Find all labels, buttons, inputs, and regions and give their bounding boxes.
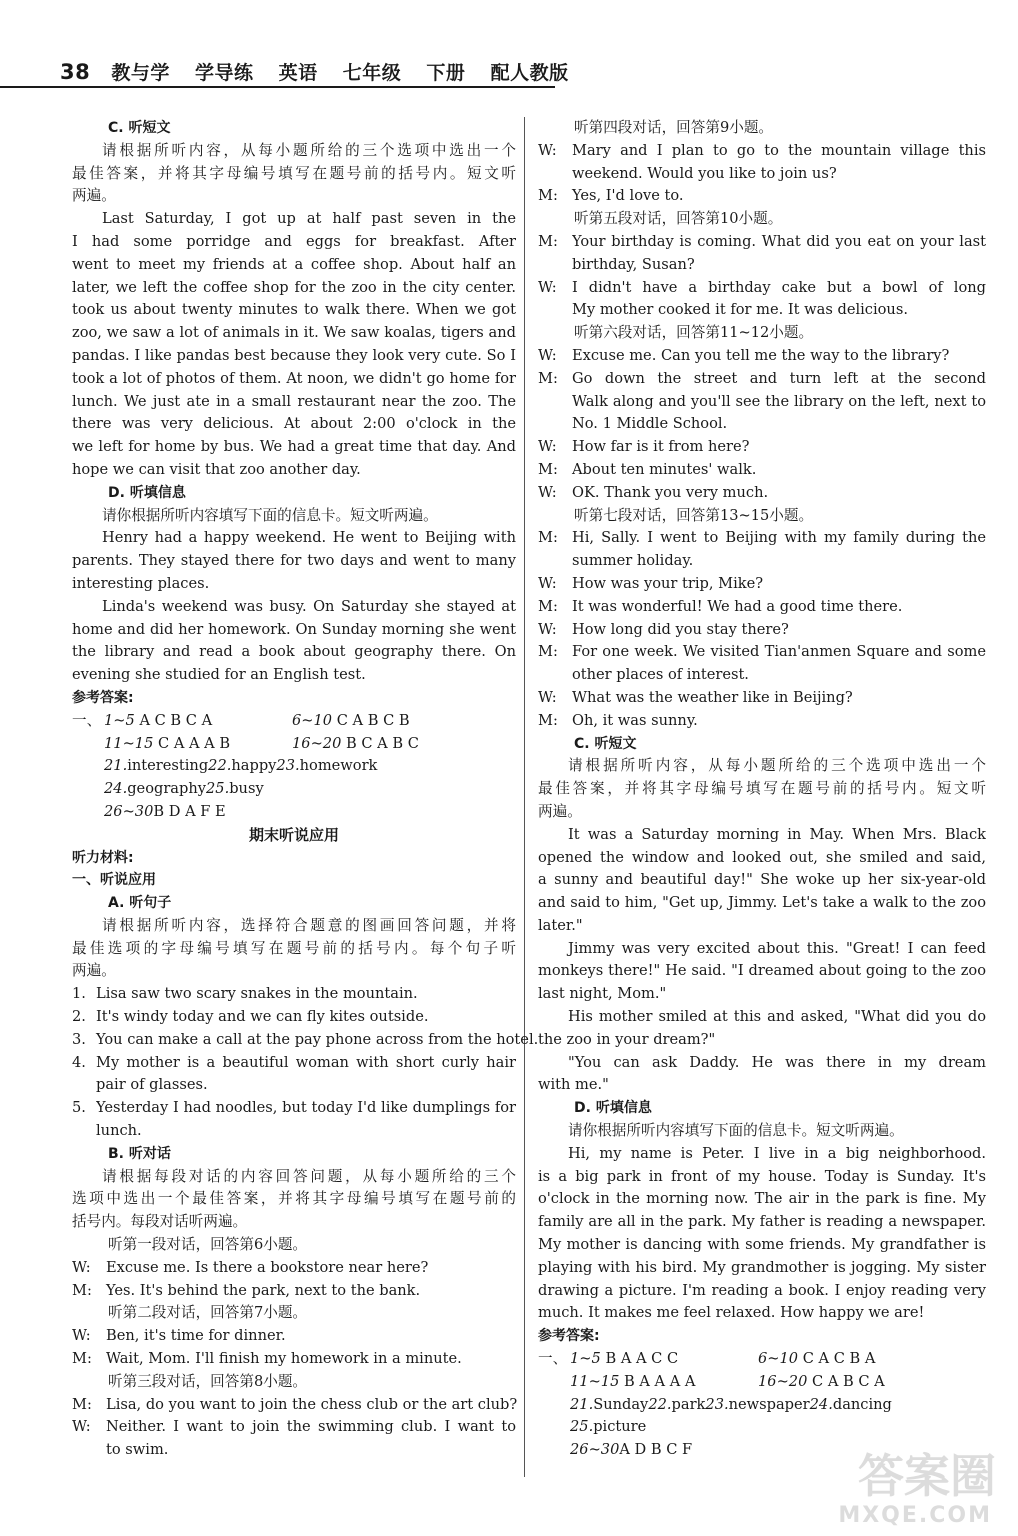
dialog-heading: 听第五段对话，回答第10小题。 bbox=[574, 210, 783, 228]
speaker-label: M: bbox=[72, 1350, 92, 1368]
paragraph-line: 请根据所听内容，选择符合题意的图画回答问题，并将 bbox=[102, 916, 516, 934]
question-number: 23. bbox=[276, 757, 300, 775]
dialog-text bbox=[572, 596, 986, 619]
speaker-label: M: bbox=[72, 1281, 92, 1299]
section-title: 听力材料: bbox=[72, 849, 134, 866]
dialog-line: Wait, Mom. I'll finish my homework in a minute. bbox=[106, 1350, 462, 1368]
instruction-line: 请你根据所听内容填写下面的信息卡。短文听两遍。 bbox=[568, 1122, 904, 1140]
dialog-line: How long did you stay there? bbox=[572, 620, 789, 638]
sentence-item bbox=[72, 1097, 516, 1143]
dialog-line: summer holiday. bbox=[572, 552, 694, 570]
answer-word: dancing bbox=[832, 1395, 892, 1413]
answer-row bbox=[538, 1371, 986, 1394]
page-number: 38 bbox=[60, 60, 91, 84]
question-number: 24. bbox=[104, 780, 128, 798]
answer-word: park bbox=[671, 1395, 706, 1413]
dialog-turn bbox=[538, 687, 986, 710]
header-item: 教与学 bbox=[111, 62, 170, 84]
dialog-text bbox=[572, 345, 986, 368]
section-title: D. 听填信息 bbox=[574, 1100, 652, 1117]
paragraph-line: 请根据每段对话的内容回答问题，从每小题所给的三个 bbox=[102, 1167, 516, 1185]
answer-cell bbox=[758, 1348, 875, 1371]
dialog-line: Oh, it was sunny. bbox=[572, 711, 698, 729]
answer-letters: B A A A A bbox=[624, 1372, 696, 1390]
dialog-turn bbox=[538, 368, 986, 436]
dialog-text bbox=[106, 1257, 516, 1280]
dialog-line: Lisa, do you want to join the chess club or the art club? bbox=[106, 1395, 518, 1413]
paragraph-line: zoo, we saw a lot of animals in it. We saw koalas, tigers and bbox=[72, 324, 516, 342]
question-range: 6~10 bbox=[292, 711, 333, 729]
header-item: 配人教版 bbox=[490, 62, 569, 84]
answer-prefix: 一、 bbox=[72, 711, 102, 729]
answer-letters: A C B C A bbox=[139, 711, 213, 729]
dialog-heading: 听第六段对话，回答第11~12小题。 bbox=[574, 324, 814, 342]
sentence-text bbox=[96, 1052, 516, 1098]
paragraph-line: o'clock in the morning now. The air in the park is fine. My bbox=[538, 1190, 986, 1208]
question-number: 23. bbox=[705, 1395, 729, 1413]
paragraph-line: 请根据所听内容，从每小题所给的三个选项中选出一个 bbox=[102, 141, 516, 159]
dialog-line: Go down the street and turn left at the second bbox=[572, 369, 986, 387]
answer-word: newspaper bbox=[728, 1395, 810, 1413]
left-column bbox=[72, 117, 539, 1462]
question-number: 24. bbox=[809, 1395, 833, 1413]
speaker-label: W: bbox=[538, 278, 557, 296]
answer-cell bbox=[538, 1371, 758, 1394]
dialog-turn bbox=[538, 482, 986, 505]
paragraph-line: 两遍。 bbox=[72, 187, 116, 205]
dialog-line: No. 1 Middle School. bbox=[572, 415, 728, 433]
paragraph-line: Linda's weekend was busy. On Saturday she stayed at bbox=[102, 597, 516, 615]
answer-letters: C A B C B bbox=[336, 711, 410, 729]
answer-cell bbox=[292, 733, 419, 756]
dialog-line: to swim. bbox=[106, 1441, 169, 1459]
answer-word: interesting bbox=[127, 757, 209, 775]
dialog-text bbox=[572, 619, 986, 642]
section-title: 一、听说应用 bbox=[72, 872, 156, 889]
sentence-text bbox=[96, 1097, 516, 1143]
section-title: D. 听填信息 bbox=[108, 484, 186, 501]
question-range: 1~5 bbox=[104, 711, 135, 729]
question-range: 26~30 bbox=[570, 1441, 620, 1459]
dialog-text bbox=[106, 1394, 517, 1417]
sentence-number: 1. bbox=[72, 985, 86, 1003]
dialog-line: Yes. It's behind the park, next to the bank. bbox=[106, 1281, 421, 1299]
speaker-label: W: bbox=[72, 1327, 91, 1345]
answer-row bbox=[72, 801, 516, 824]
answer-letters: B A A C C bbox=[605, 1350, 679, 1368]
question-range: 16~20 bbox=[758, 1372, 808, 1390]
answer-word: Sunday bbox=[593, 1395, 649, 1413]
sentence-line: Yesterday I had noodles, but today I'd like dumplings for bbox=[96, 1099, 516, 1117]
sentence-item bbox=[72, 1029, 539, 1052]
dialog-text bbox=[572, 641, 986, 687]
dialog-line: Hi, Sally. I went to Beijing with my family during the bbox=[572, 529, 986, 547]
sentence-item bbox=[72, 983, 516, 1006]
answer-letters: C A B C A bbox=[812, 1372, 885, 1390]
dialog-line: Mary and I plan to go to the mountain village this bbox=[572, 141, 986, 159]
paragraph-line: opened the window and looked out, she smiled and said, bbox=[538, 848, 986, 866]
paragraph-line: Henry had a happy weekend. He went to Beijing with bbox=[102, 529, 516, 547]
dialog-line: Ben, it's time for dinner. bbox=[106, 1327, 286, 1345]
paragraph-line: "You can ask Daddy. He was there in my dream bbox=[568, 1053, 986, 1071]
paragraph-line: with me." bbox=[538, 1076, 609, 1094]
paragraph-line: My mother is dancing with some friends. My grandfather is bbox=[538, 1236, 986, 1254]
dialog-line: birthday, Susan? bbox=[572, 255, 695, 273]
answer-row bbox=[72, 755, 516, 778]
dialog-line: OK. Thank you very much. bbox=[572, 483, 769, 501]
speaker-label: M: bbox=[538, 187, 558, 205]
section-title: C. 听短文 bbox=[574, 735, 637, 752]
dialog-text bbox=[106, 1416, 516, 1462]
question-range: 16~20 bbox=[292, 734, 342, 752]
dialog-text bbox=[572, 140, 986, 186]
answer-key-title: 参考答案: bbox=[538, 1328, 600, 1345]
paragraph-line: interesting places. bbox=[72, 574, 210, 592]
section-title: B. 听对话 bbox=[108, 1145, 171, 1162]
answer-prefix: 一、 bbox=[538, 1350, 568, 1368]
dialog-text bbox=[572, 459, 986, 482]
dialog-line: Yes, I'd love to. bbox=[572, 187, 684, 205]
header-item: 英语 bbox=[278, 62, 318, 84]
paragraph-line: family are all in the park. My father is reading a newspaper. bbox=[538, 1213, 986, 1231]
speaker-label: W: bbox=[538, 438, 557, 456]
paragraph-line: His mother smiled at this and asked, "What did you do bbox=[568, 1008, 986, 1026]
paragraph-line: evening she studied for an English test. bbox=[72, 666, 366, 684]
header-item: 学导练 bbox=[195, 62, 254, 84]
speaker-label: W: bbox=[538, 574, 557, 592]
right-column bbox=[538, 117, 986, 1462]
sentence-number: 5. bbox=[72, 1099, 86, 1117]
speaker-label: W: bbox=[538, 346, 557, 364]
question-number: 22. bbox=[648, 1395, 672, 1413]
dialog-turn bbox=[538, 619, 986, 642]
speaker-label: M: bbox=[538, 232, 558, 250]
dialog-line: weekend. Would you like to join us? bbox=[572, 164, 837, 182]
answer-cell bbox=[72, 733, 292, 756]
speaker-label: M: bbox=[538, 711, 558, 729]
section-title: C. 听短文 bbox=[108, 120, 171, 136]
dialog-line: Excuse me. Can you tell me the way to the library? bbox=[572, 346, 950, 364]
paragraph-line: and said to him, "Get up, Jimmy. Let's take a walk to the zoo bbox=[538, 894, 986, 912]
answer-word: happy bbox=[231, 757, 277, 775]
dialog-turn bbox=[538, 231, 986, 277]
question-number: 22. bbox=[208, 757, 232, 775]
dialog-turn bbox=[538, 641, 986, 687]
paragraph-line: the library and read a book about geography there. On bbox=[72, 643, 516, 661]
dialog-turn bbox=[72, 1325, 516, 1348]
paragraph-line: much. It makes me feel relaxed. How happy we are! bbox=[538, 1304, 925, 1322]
paragraph-line: 选项中选出一个最佳答案，并将其字母编号填写在题号前的 bbox=[72, 1190, 516, 1208]
paragraph-line: there was very delicious. At about 2:00 o'clock in the bbox=[72, 415, 516, 433]
speaker-label: M: bbox=[538, 529, 558, 547]
paragraph-line: Last Saturday, I got up at half past seven in the bbox=[102, 210, 516, 228]
dialog-text bbox=[572, 185, 986, 208]
sentence-text bbox=[96, 1006, 516, 1029]
question-range: 6~10 bbox=[758, 1350, 799, 1368]
question-number: 25. bbox=[570, 1418, 594, 1436]
dialog-heading: 听第二段对话，回答第7小题。 bbox=[108, 1304, 308, 1322]
paragraph-line: I had some porridge and eggs for breakfast. After bbox=[72, 232, 516, 250]
paragraph-line: It was a Saturday morning in May. When Mrs. Black bbox=[568, 825, 986, 843]
answer-letters: A D B C F bbox=[619, 1441, 693, 1459]
dialog-turn bbox=[538, 573, 986, 596]
sentence-number: 3. bbox=[72, 1030, 86, 1048]
dialog-turn bbox=[538, 459, 986, 482]
paragraph-line: 最佳答案，并将其字母编号填写在题号前的括号内。短文听 bbox=[538, 780, 986, 798]
answer-letters: C A C B A bbox=[802, 1350, 876, 1368]
sentence-item bbox=[72, 1052, 516, 1098]
paragraph-line: Jimmy was very excited about this. "Great! I can feed bbox=[568, 939, 986, 957]
dialog-turn bbox=[538, 140, 986, 186]
paragraph-line: 最佳答案，并将其字母编号填写在题号前的括号内。短文听 bbox=[72, 164, 516, 182]
answer-row bbox=[538, 1416, 986, 1439]
sentence-line: Lisa saw two scary snakes in the mountain. bbox=[96, 985, 418, 1003]
dialog-line: What was the weather like in Beijing? bbox=[572, 688, 853, 706]
speaker-label: W: bbox=[538, 483, 557, 501]
speaker-label: M: bbox=[538, 369, 558, 387]
dialog-line: Neither. I want to join the swimming club. I want to bbox=[106, 1418, 516, 1436]
answer-spacer bbox=[72, 801, 104, 824]
dialog-line: Excuse me. Is there a bookstore near here? bbox=[106, 1258, 429, 1276]
dialog-line: Your birthday is coming. What did you eat on your last bbox=[572, 232, 986, 250]
question-range: 11~15 bbox=[570, 1372, 620, 1390]
dialog-turn bbox=[72, 1416, 516, 1462]
paragraph-line: monkeys there!" He said. "I dreamed about going to the zoo bbox=[538, 962, 986, 980]
header-item: 七年级 bbox=[342, 62, 402, 84]
answer-row bbox=[72, 733, 516, 756]
dialog-turn bbox=[538, 596, 986, 619]
paragraph-line: lunch. We just ate in a small restaurant near the zoo. The bbox=[72, 392, 516, 410]
answer-letters: B D A F E bbox=[153, 802, 226, 820]
speaker-label: W: bbox=[538, 688, 557, 706]
dialog-heading: 听第三段对话，回答第8小题。 bbox=[108, 1372, 308, 1390]
watermark-url: MXQE.COM bbox=[838, 1503, 992, 1528]
paragraph-line: the zoo in your dream?" bbox=[538, 1030, 716, 1048]
speaker-label: W: bbox=[538, 141, 557, 159]
dialog-text bbox=[572, 710, 986, 733]
answer-spacer bbox=[538, 1439, 570, 1462]
speaker-label: W: bbox=[72, 1258, 91, 1276]
answer-row bbox=[538, 1394, 986, 1417]
sentence-line: It's windy today and we can fly kites outside. bbox=[96, 1008, 429, 1026]
answer-row bbox=[72, 778, 516, 801]
sentence-text bbox=[96, 983, 516, 1006]
column-divider bbox=[524, 117, 525, 1477]
dialog-heading: 听第四段对话，回答第9小题。 bbox=[574, 119, 774, 136]
dialog-text bbox=[572, 573, 986, 596]
dialog-text bbox=[572, 231, 986, 277]
sentence-line: lunch. bbox=[96, 1122, 142, 1140]
dialog-line: Walk along and you'll see the library on the left, next to bbox=[572, 392, 986, 410]
dialog-text bbox=[572, 527, 986, 573]
paragraph-line: Hi, my name is Peter. I live in a big neighborhood. bbox=[568, 1144, 986, 1162]
answer-row bbox=[72, 710, 516, 733]
answer-word: busy bbox=[229, 780, 264, 798]
dialog-text bbox=[572, 687, 986, 710]
paragraph-line: took us about twenty minutes to walk there. When we got bbox=[72, 301, 516, 319]
watermark-logo bbox=[826, 1440, 1006, 1530]
dialog-line: It was wonderful! We had a good time there. bbox=[572, 597, 903, 615]
sentence-line: You can make a call at the pay phone across from the hotel. bbox=[96, 1030, 539, 1048]
dialog-turn bbox=[538, 185, 986, 208]
dialog-heading: 听第七段对话，回答第13~15小题。 bbox=[574, 506, 814, 524]
answer-letters: B C A B C bbox=[346, 734, 419, 752]
question-range: 26~30 bbox=[104, 802, 154, 820]
question-range: 11~15 bbox=[104, 734, 154, 752]
sentence-item bbox=[72, 1006, 516, 1029]
paragraph-line: pandas. I like pandas best because they look very cute. So I bbox=[72, 346, 516, 364]
dialog-turn bbox=[72, 1280, 516, 1303]
dialog-turn bbox=[538, 277, 986, 323]
paragraph-line: last night, Mom." bbox=[538, 985, 667, 1003]
sentence-text bbox=[96, 1029, 538, 1052]
speaker-label: W: bbox=[72, 1418, 91, 1436]
speaker-label: M: bbox=[538, 643, 558, 661]
dialog-turn bbox=[538, 527, 986, 573]
watermark-text: 答案圈 bbox=[858, 1449, 996, 1503]
answer-spacer bbox=[538, 1416, 570, 1439]
dialog-turn bbox=[538, 436, 986, 459]
page-header bbox=[60, 58, 587, 85]
dialog-text bbox=[106, 1280, 516, 1303]
instruction-line: 请你根据所听内容填写下面的信息卡。短文听两遍。 bbox=[102, 506, 438, 524]
answer-word: geography bbox=[127, 780, 206, 798]
dialog-line: I didn't have a birthday cake but a bowl of long bbox=[572, 278, 986, 296]
question-range: 1~5 bbox=[570, 1350, 601, 1368]
paragraph-line: 请根据所听内容，从每小题所给的三个选项中选出一个 bbox=[568, 757, 986, 775]
paragraph-line: drawing a picture. I'm reading a book. I enjoy reading very bbox=[538, 1281, 986, 1299]
paragraph-line: playing with his bird. My grandmother is jogging. My sister bbox=[538, 1258, 986, 1276]
paragraph-line: later, we left the coffee shop for the zoo in the city center. bbox=[72, 278, 516, 296]
speaker-label: W: bbox=[538, 620, 557, 638]
paragraph-line: is a big park in front of my house. Today is Sunday. It's bbox=[538, 1167, 986, 1185]
speaker-label: M: bbox=[538, 460, 558, 478]
answer-spacer bbox=[72, 778, 104, 801]
dialog-line: other places of interest. bbox=[572, 666, 749, 684]
sentence-number: 4. bbox=[72, 1053, 86, 1071]
dialog-text bbox=[572, 277, 986, 323]
answer-key-title: 参考答案: bbox=[72, 689, 134, 706]
dialog-turn bbox=[538, 345, 986, 368]
question-number: 21. bbox=[104, 757, 128, 775]
sentence-line: My mother is a beautiful woman with short curly hair bbox=[96, 1053, 516, 1071]
paragraph-line: 两遍。 bbox=[72, 962, 116, 980]
dialog-turn bbox=[72, 1257, 516, 1280]
sentence-number: 2. bbox=[72, 1008, 86, 1026]
answer-word: picture bbox=[593, 1418, 647, 1436]
dialog-line: About ten minutes' walk. bbox=[572, 460, 757, 478]
paragraph-line: a sunny and beautiful day!" She woke up her six-year-old bbox=[538, 871, 986, 889]
speaker-label: M: bbox=[538, 597, 558, 615]
paragraph-line: parents. They stayed there for two days and went to many bbox=[72, 552, 516, 570]
dialog-line: My mother cooked it for me. It was delicious. bbox=[572, 301, 908, 319]
answer-cell bbox=[538, 1348, 758, 1371]
answer-cell bbox=[758, 1371, 885, 1394]
answer-spacer bbox=[72, 755, 104, 778]
section-title: A. 听句子 bbox=[108, 895, 172, 912]
sentence-line: pair of glasses. bbox=[96, 1076, 208, 1094]
paragraph-line: went to meet my friends at a coffee shop. About half an bbox=[72, 255, 516, 273]
paragraph-line: later." bbox=[538, 916, 583, 934]
answer-letters: C A A A B bbox=[158, 734, 231, 752]
answer-cell bbox=[292, 710, 410, 733]
dialog-text bbox=[106, 1348, 516, 1371]
paragraph-line: 括号内。每段对话听两遍。 bbox=[72, 1213, 248, 1231]
dialog-line: How was your trip, Mike? bbox=[572, 574, 764, 592]
dialog-heading: 听第一段对话，回答第6小题。 bbox=[108, 1236, 308, 1254]
dialog-text bbox=[572, 482, 986, 505]
paragraph-line: hope we can visit that zoo another day. bbox=[72, 460, 361, 478]
paragraph-line: we left for home by bus. We had a great time that day. And bbox=[72, 438, 516, 456]
question-number: 21. bbox=[570, 1395, 594, 1413]
answer-row bbox=[538, 1348, 986, 1371]
dialog-turn bbox=[538, 710, 986, 733]
chapter-title: 期末听说应用 bbox=[248, 825, 339, 844]
header-item: 下册 bbox=[426, 62, 466, 84]
answer-word: homework bbox=[299, 757, 378, 775]
answer-cell bbox=[72, 710, 292, 733]
dialog-text bbox=[106, 1325, 516, 1348]
paragraph-line: took a lot of photos of them. At noon, we didn't go home for bbox=[72, 369, 516, 387]
dialog-line: How far is it from here? bbox=[572, 438, 750, 456]
question-number: 25. bbox=[206, 780, 230, 798]
dialog-line: For one week. We visited Tian'anmen Square and some bbox=[572, 643, 986, 661]
paragraph-line: home and did her homework. On Sunday morning she went bbox=[72, 620, 516, 638]
dialog-text bbox=[572, 368, 986, 436]
paragraph-line: 两遍。 bbox=[538, 802, 582, 820]
dialog-text bbox=[572, 436, 986, 459]
dialog-turn bbox=[72, 1394, 516, 1417]
paragraph-line: 最佳选项的字母编号填写在题号前的括号内。每个句子听 bbox=[72, 939, 516, 957]
dialog-turn bbox=[72, 1348, 516, 1371]
speaker-label: M: bbox=[72, 1395, 92, 1413]
header-rule bbox=[0, 86, 555, 88]
answer-spacer bbox=[538, 1394, 570, 1417]
